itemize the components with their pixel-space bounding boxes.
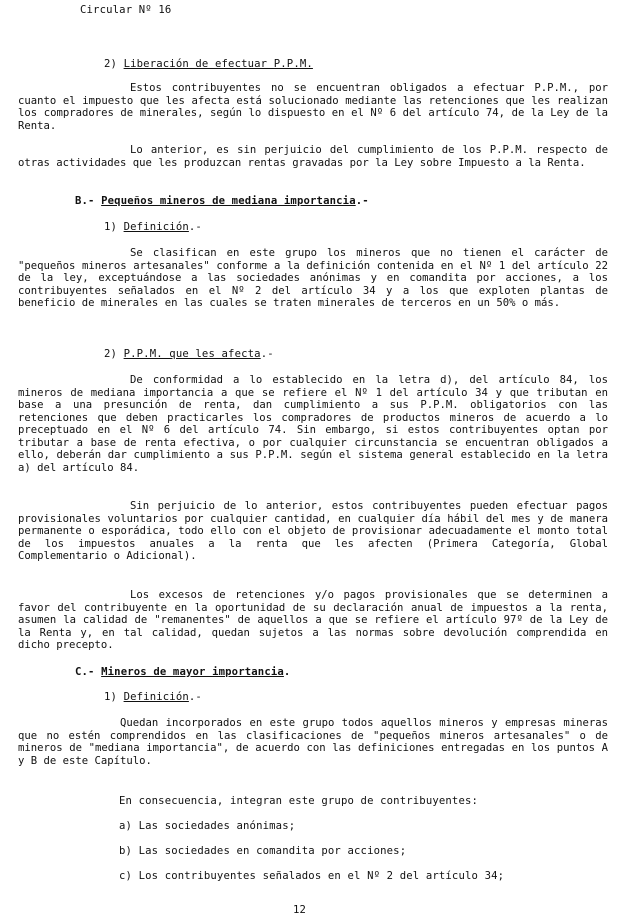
paragraph-lo-anterior bbox=[18, 144, 608, 169]
section-c1-heading bbox=[104, 691, 202, 703]
list-item-a: a) Las sociedades anónimas; bbox=[119, 820, 296, 832]
section-c1-suffix: .- bbox=[188, 691, 202, 703]
paragraph-sin-perjuicio bbox=[18, 500, 608, 563]
section-b-suffix: .- bbox=[355, 195, 369, 207]
page-number: 12 bbox=[293, 904, 307, 916]
paragraph-liberacion bbox=[18, 82, 608, 132]
section-c1-number: 1) bbox=[104, 691, 118, 703]
section-2-number: 2) bbox=[104, 58, 118, 70]
paragraph-ppm-afecta bbox=[18, 374, 608, 474]
section-b1-number: 1) bbox=[104, 221, 118, 233]
paragraph-consecuencia: En consecuencia, integran este grupo de contribuyentes: bbox=[119, 795, 479, 807]
paragraph-text: Lo anterior, es sin perjuicio del cumplimiento de los P.P.M. respecto de otras actividades que les produzcan rentas gravadas por la Ley sobre Impuesto a la Renta. bbox=[18, 144, 608, 169]
paragraph-text: Los excesos de retenciones y/o pagos provisionales que se determinen a favor del contribuyente en la oportunidad de su declaración anual de impuestos a la renta, asumen la calidad de "remanentes" de aquellos a que se refiere el artículo 97º de la Ley de la Renta y, en tal calidad, quedan sujetos a las normas sobre devolución comprendida en dicho precepto. bbox=[18, 589, 608, 651]
paragraph-text: Sin perjuicio de lo anterior, estos contribuyentes pueden efectuar pagos provisionales voluntarios por cualquier cantidad, en cualquier día hábil del mes y de manera permanente o esporádica, todo ello con el objeto de provisionar adecuadamente el monto total de los impuestos anuales a la renta que les afecten (Primera Categoría, Global Complementario o Adicional). bbox=[18, 500, 608, 562]
section-c-title: Mineros de mayor importancia bbox=[101, 666, 284, 678]
list-item-c: c) Los contribuyentes señalados en el Nº 2 del artículo 34; bbox=[119, 870, 505, 882]
section-b1-heading bbox=[104, 221, 202, 233]
section-c-letter: C.- bbox=[75, 666, 95, 678]
section-b-title: Pequeños mineros de mediana importancia bbox=[101, 195, 356, 207]
section-c-suffix: . bbox=[283, 666, 291, 678]
section-2-heading bbox=[104, 58, 313, 70]
paragraph-definicion-c bbox=[18, 717, 608, 767]
paragraph-excesos bbox=[18, 589, 608, 652]
circular-header: Circular Nº 16 bbox=[80, 4, 172, 16]
section-2-title: Liberación de efectuar P.P.M. bbox=[123, 58, 313, 70]
list-item-b: b) Las sociedades en comandita por acciones; bbox=[119, 845, 407, 857]
section-b2-number: 2) bbox=[104, 348, 118, 360]
section-b-heading bbox=[75, 195, 369, 207]
section-b1-title: Definición bbox=[123, 221, 189, 233]
section-b2-title: P.P.M. que les afecta bbox=[123, 348, 261, 360]
paragraph-text: Estos contribuyentes no se encuentran obligados a efectuar P.P.M., por cuanto el impuesto que les afecta está solucionado mediante las retenciones que les realizan los compradores de minerales, según lo dispuesto en el Nº 6 del artículo 74, de la Ley de la Renta. bbox=[18, 82, 608, 132]
paragraph-text: Se clasifican en este grupo los mineros que no tienen el carácter de "pequeños mineros artesanales" conforme a la definición contenida en el Nº 1 del artículo 22 de la ley, exceptuándose a las sociedades anónimas y en comandita por acciones, a los contribuyentes señalados en el Nº 2 del artículo 34 y a los que exploten plantas de beneficio de minerales en las cuales se traten minerales de terceros en un 50% o más. bbox=[18, 247, 608, 309]
paragraph-definicion-b bbox=[18, 247, 608, 310]
section-b2-suffix: .- bbox=[260, 348, 274, 360]
section-c1-title: Definición bbox=[123, 691, 189, 703]
section-c-heading bbox=[75, 666, 290, 678]
paragraph-text: Quedan incorporados en este grupo todos aquellos mineros y empresas mineras que no estén comprendidos en las clasificaciones de "pequeños mineros artesanales" o de mineros de "mediana importancia", de acuerdo con las definiciones entregadas en los puntos A y B de este Capítulo. bbox=[18, 717, 608, 767]
section-b2-heading bbox=[104, 348, 274, 360]
section-b-letter: B.- bbox=[75, 195, 95, 207]
section-b1-suffix: .- bbox=[188, 221, 202, 233]
paragraph-text: De conformidad a lo establecido en la letra d), del artículo 84, los mineros de mediana importancia a que se refiere el Nº 1 del artículo 34 y que tributan en base a una presunción de renta, dan cumplimiento a sus P.P.M. obligatorios con las retenciones que deben practicarles los compradores de productos mineros de acuerdo a lo preceptuado en el Nº 6 del artículo 74. Sin embargo, si estos contribuyentes optan por tributar a base de renta efectiva, o por cualquier circunstancia se encuentran obligados a ello, deberán dar cumplimiento a sus P.P.M. según el sistema general establecido en la letra a) del artículo 84. bbox=[18, 374, 608, 474]
